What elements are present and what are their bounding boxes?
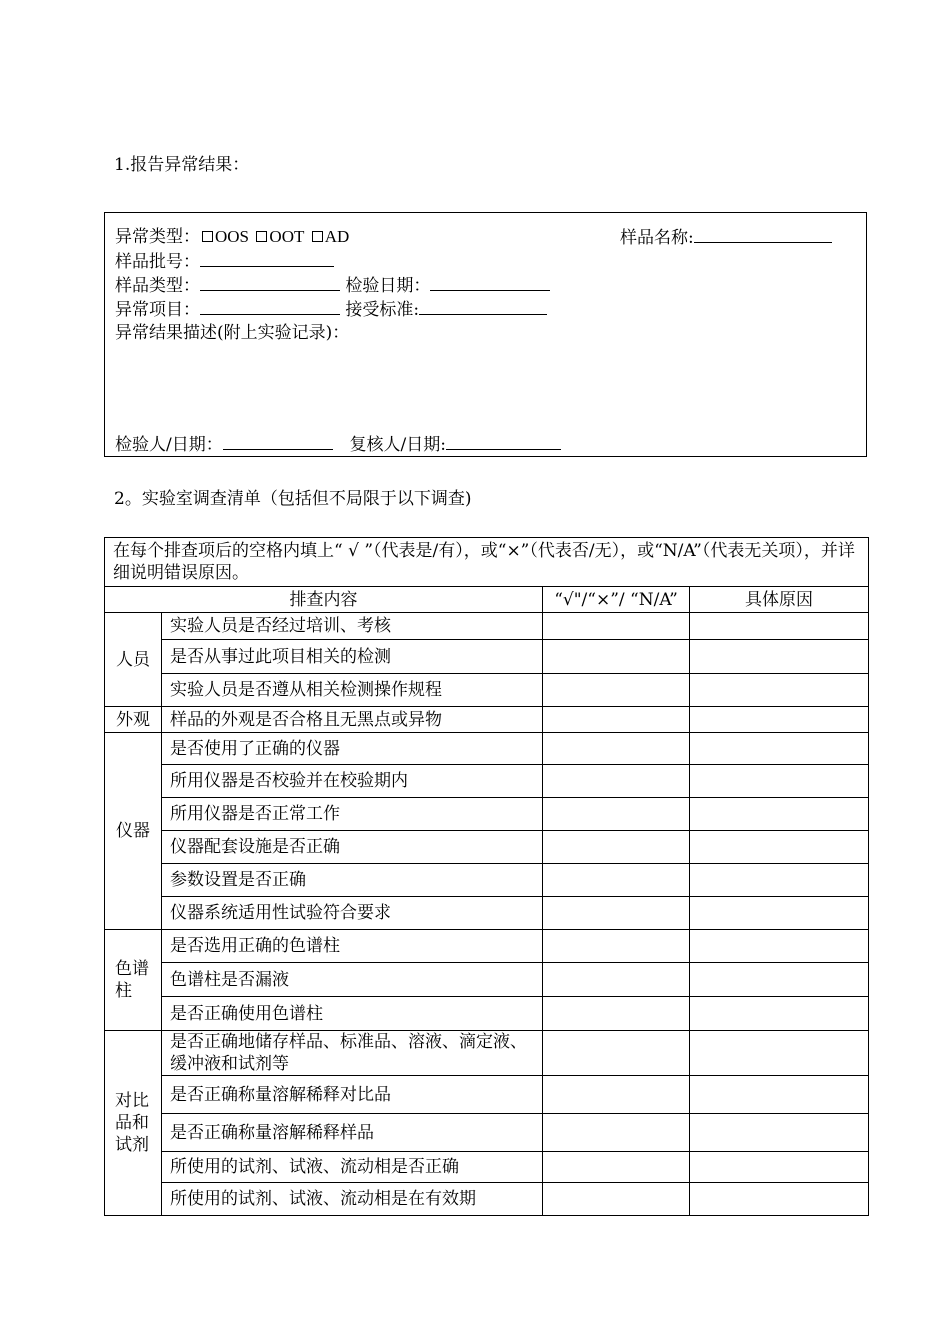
reason-cell[interactable]	[690, 1114, 869, 1152]
instruction-text: 在每个排查项后的空格内填上“ √ ”（代表是/有），或“×”（代表否/无），或“N/A”（代表无关项），并详细说明错误原因。	[105, 538, 869, 587]
table-row	[105, 1152, 869, 1183]
mark-cell[interactable]	[543, 930, 690, 963]
check-item: 所用仪器是否校验并在校验期内	[162, 765, 543, 798]
header-row	[105, 587, 869, 613]
batch-label: 样品批号：	[115, 252, 200, 272]
table-row	[105, 1031, 869, 1076]
anomaly-report-box	[104, 212, 867, 457]
mark-cell[interactable]	[543, 798, 690, 831]
inspector-field[interactable]	[223, 433, 333, 450]
check-item: 是否从事过此项目相关的检测	[162, 640, 543, 674]
reason-cell[interactable]	[690, 930, 869, 963]
check-item: 实验人员是否遵从相关检测操作规程	[162, 674, 543, 707]
ad-option-label: AD	[324, 227, 350, 246]
inspector-label: 检验人/日期：	[115, 435, 223, 455]
check-item: 仪器配套设施是否正确	[162, 831, 543, 864]
table-row	[105, 997, 869, 1031]
item-label: 异常项目：	[115, 300, 200, 320]
check-item: 所使用的试剂、试液、流动相是否正确	[162, 1152, 543, 1183]
mark-cell[interactable]	[543, 707, 690, 733]
reason-cell[interactable]	[690, 1183, 869, 1216]
check-item: 是否正确地储存样品、标准品、溶液、滴定液、缓冲液和试剂等	[162, 1031, 543, 1076]
mark-cell[interactable]	[543, 1076, 690, 1114]
reason-cell[interactable]	[690, 640, 869, 674]
reason-cell[interactable]	[690, 1152, 869, 1183]
sample-type-field[interactable]	[200, 274, 340, 291]
anomaly-type-label: 异常类型：	[115, 227, 200, 247]
table-row	[105, 707, 869, 733]
mark-cell[interactable]	[543, 831, 690, 864]
check-item: 参数设置是否正确	[162, 864, 543, 897]
sample-type-label: 样品类型：	[115, 276, 200, 296]
table-row	[105, 798, 869, 831]
mark-cell[interactable]	[543, 963, 690, 997]
signature-row	[115, 433, 561, 456]
table-row	[105, 1114, 869, 1152]
item-field[interactable]	[200, 298, 340, 315]
mark-cell[interactable]	[543, 1031, 690, 1076]
anomaly-type-row	[115, 226, 349, 248]
sample-name-row	[620, 226, 832, 249]
mark-cell[interactable]	[543, 1183, 690, 1216]
investigation-checklist-table	[104, 537, 869, 1216]
table-row	[105, 640, 869, 674]
mark-cell[interactable]	[543, 733, 690, 765]
check-item: 仪器系统适用性试验符合要求	[162, 897, 543, 930]
reason-cell[interactable]	[690, 765, 869, 798]
mark-cell[interactable]	[543, 864, 690, 897]
table-row	[105, 765, 869, 798]
category-reagents-label: 对比品和试剂	[115, 1091, 149, 1155]
instruction-row	[105, 538, 869, 587]
sample-type-row	[115, 274, 550, 297]
mark-cell[interactable]	[543, 897, 690, 930]
table-row	[105, 930, 869, 963]
mark-cell[interactable]	[543, 765, 690, 798]
content-column-header: 排查内容	[105, 587, 543, 613]
section1-heading: 1.报告异常结果：	[114, 155, 250, 175]
table-row	[105, 613, 869, 640]
test-date-label: 检验日期：	[345, 276, 431, 296]
item-row	[115, 298, 547, 321]
category-column-label: 色谱柱	[115, 959, 149, 1001]
category-personnel: 人员	[105, 613, 162, 707]
table-row	[105, 674, 869, 707]
category-column	[105, 930, 162, 1031]
mark-cell[interactable]	[543, 1152, 690, 1183]
reason-column-header: 具体原因	[690, 587, 869, 613]
check-item: 样品的外观是否合格且无黑点或异物	[162, 707, 543, 733]
description-label: 异常结果描述(附上实验记录)：	[115, 323, 350, 343]
criteria-field[interactable]	[419, 298, 547, 315]
reason-cell[interactable]	[690, 733, 869, 765]
table-row	[105, 733, 869, 765]
category-appearance: 外观	[105, 707, 162, 733]
mark-cell[interactable]	[543, 640, 690, 674]
oos-checkbox[interactable]	[202, 231, 213, 242]
mark-column-header: “√"/“×”/ “N/A”	[543, 587, 690, 613]
reason-cell[interactable]	[690, 997, 869, 1031]
batch-row	[115, 250, 334, 273]
sample-name-field[interactable]	[694, 226, 832, 243]
batch-field[interactable]	[200, 250, 334, 267]
test-date-field[interactable]	[430, 274, 550, 291]
table-row	[105, 831, 869, 864]
check-item: 是否正确称量溶解稀释对比品	[162, 1076, 543, 1114]
ad-checkbox[interactable]	[312, 231, 323, 242]
oot-option-label: OOT	[269, 227, 305, 246]
check-item: 是否正确称量溶解稀释样品	[162, 1114, 543, 1152]
reason-cell[interactable]	[690, 1076, 869, 1114]
reason-cell[interactable]	[690, 674, 869, 707]
check-item: 是否使用了正确的仪器	[162, 733, 543, 765]
reason-cell[interactable]	[690, 707, 869, 733]
sample-name-label: 样品名称:	[620, 228, 694, 248]
check-item: 所用仪器是否正常工作	[162, 798, 543, 831]
oot-checkbox[interactable]	[256, 231, 267, 242]
table-row	[105, 1183, 869, 1216]
reason-cell[interactable]	[690, 613, 869, 640]
check-item: 实验人员是否经过培训、考核	[162, 613, 543, 640]
category-reagents	[105, 1031, 162, 1216]
reason-cell[interactable]	[690, 798, 869, 831]
check-item: 所使用的试剂、试液、流动相是在有效期	[162, 1183, 543, 1216]
reason-cell[interactable]	[690, 1031, 869, 1076]
mark-cell[interactable]	[543, 613, 690, 640]
reason-cell[interactable]	[690, 831, 869, 864]
reason-cell[interactable]	[690, 897, 869, 930]
check-item: 色谱柱是否漏液	[162, 963, 543, 997]
mark-cell[interactable]	[543, 1114, 690, 1152]
table-row	[105, 897, 869, 930]
check-item: 是否选用正确的色谱柱	[162, 930, 543, 963]
mark-cell[interactable]	[543, 674, 690, 707]
reviewer-field[interactable]	[446, 433, 561, 450]
check-item: 是否正确使用色谱柱	[162, 997, 543, 1031]
category-instrument: 仪器	[105, 733, 162, 930]
reason-cell[interactable]	[690, 963, 869, 997]
table-row	[105, 1076, 869, 1114]
mark-cell[interactable]	[543, 997, 690, 1031]
reviewer-label: 复核人/日期:	[349, 435, 447, 455]
table-row	[105, 864, 869, 897]
reason-cell[interactable]	[690, 864, 869, 897]
table-row	[105, 963, 869, 997]
section2-heading: 2。实验室调查清单（包括但不局限于以下调查)	[114, 489, 472, 509]
oos-option-label: OOS	[215, 227, 250, 246]
criteria-label: 接受标准:	[345, 300, 420, 320]
